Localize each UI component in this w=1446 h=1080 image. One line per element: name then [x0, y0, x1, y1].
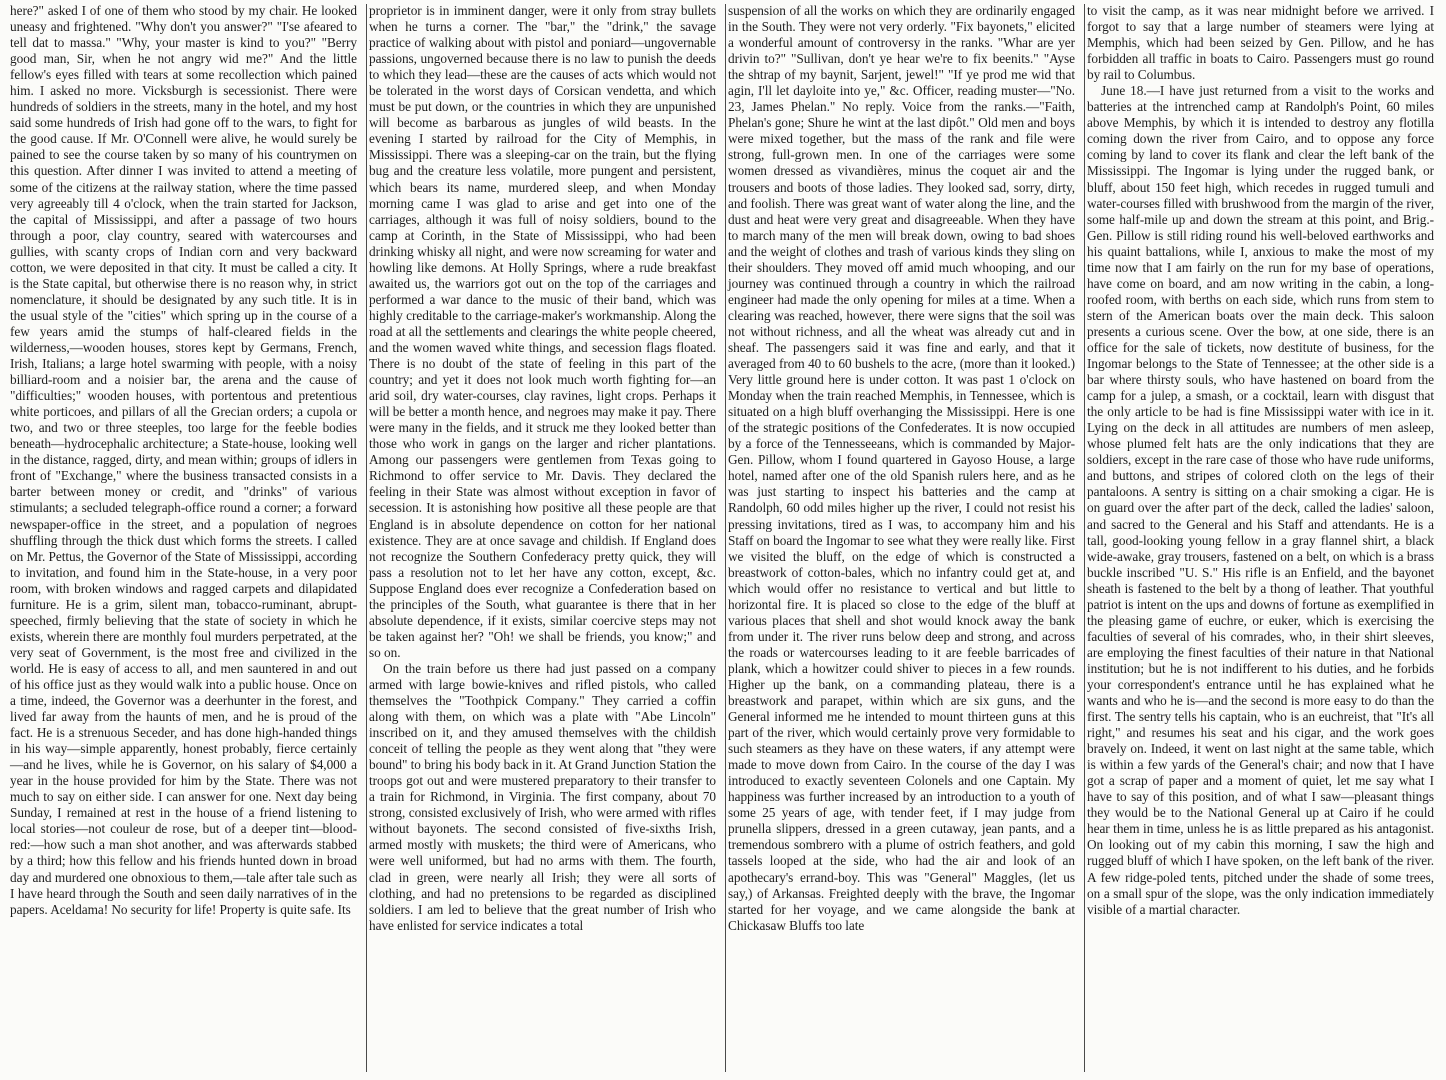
column-3-text	[728, 3, 1075, 934]
article-columns	[4, 3, 1442, 1077]
column-2-paragraph-2: On the train before us there had just passed on a company armed with large bowie-knives and rifled pistols, who called themselves the "Toothpick Company." They carried a coffin along with them, on which was a plate with "Abe Lincoln" inscribed on it, and they amused themselves with the childish conceit of telling the people as they went along that "they were bound" to bring his body back in it. At Grand Junction Station the troops got out and were mustered preparatory to their transfer to a train for Richmond, in Virginia. The first company, about 70 strong, consisted exclusively of Irish, who were armed with rifles without bayonets. The second consisted of five-sixths Irish, armed mostly with muskets; the third were of Americans, who were well uniformed, but had no arms with them. The fourth, clad in green, were nearly all Irish; they were all sorts of clothing, and had no pretensions to be regarded as disciplined soldiers. I am led to believe that the great number of Irish who have enlisted for service indicates a total	[369, 660, 716, 933]
column-1-text	[10, 3, 357, 918]
column-4-paragraph-2: June 18.—I have just returned from a visit to the works and batteries at the intrenched camp at Randolph's Point, 60 miles above Memphis, by which it is intended to destroy any flotilla coming down the river from Cairo, and to oppose any force coming by land to cover its flank and clear the left bank of the Mississippi. The Ingomar is lying under the rugged bank, or bluff, about 150 feet high, which recedes in rugged tumuli and water-courses filled with brushwood from the margin of the river, some half-mile up and down the stream at this point, and Brig.-Gen. Pillow is still riding round his well-beloved earthworks and his quaint battalions, while I, anxious to make the most of my time now that I am fairly on the run for my base of operations, have come on board, and am now writing in the cabin, a long-roofed room, with berths on each side, which runs from stem to stern of the American boats over the main deck. This saloon presents a curious scene. Over the bow, at one side, there is an office for the sale of tickets, now destitute of business, for the Ingomar belongs to the State of Tennessee; at the other side is a bar where thirsty souls, who have hastened on board from the camp for a julep, a smash, or a cocktail, learn with disgust that the only article to be had is fine Mississippi water with ice in it. Lying on the deck in all attitudes are numbers of men asleep, whose plumed felt hats are the only indications that they are soldiers, except in the rare case of those who have rude uniforms, and buttons, and stripes of colored cloth on the legs of their pantaloons. A sentry is sitting on a chair smoking a cigar. He is on guard over the after part of the deck, called the ladies' saloon, and sacred to the General and his Staff and attendants. He is a tall, good-looking young fellow in a gray flannel shirt, a black wide-awake, gray trousers, fastened on a belt, on which is a brass buckle inscribed "U. S." His rifle is an Enfield, and the bayonet sheath is fastened to the belt by a thong of leather. That youthful patriot is intent on the ups and downs of fortune as exemplified in the pleasing game of euchre, or euker, which is exercising the faculties of several of his comrades, who, in their shirt sleeves, are employing the finest faculties of their nature in that National institution; but he is not indifferent to his duties, and he forbids your correspondent's entrance until he has explained what he wants and who he is—and the second is more easy to do than the first. The sentry tells his captain, who is an euchreist, that "It's all right," and resumes his seat and his cigar, and the work goes bravely on. Indeed, it went on last night at the same table, which is within a few yards of the General's chair; and now that I have got a scrap of paper and a moment of quiet, let me say what I have to say of this position, and of what I saw—pleasant things they would be to the National General up at Cairo if he could hear them in time, unless he is as little prepared as his antagonist. On looking out of my cabin this morning, I saw the high and rugged bluff of which I have spoken, on the left bank of the river. A few ridge-poled tents, pitched under the shade of some trees, on a small spur of the slope, was the only indication immediately visible of a martial character.	[1087, 83, 1434, 917]
column-4	[1081, 3, 1440, 1077]
column-2-paragraph-1: proprietor is in imminent danger, were it only from stray bullets when he turns a corner. The "bar," the "drink," the savage practice of walking about with pistol and poniard—ungovernable passions, ungoverned because there is no law to punish the deeds to which they lead—these are the causes of acts which would not be tolerated in the worst days of Corsican vendetta, and which must be put down, or the countries in which they are unpunished will become as barbarous as jungles of wild beasts. In the evening I started by railroad for the City of Memphis, in Mississippi. There was a sleeping-car on the train, but the flying bug and the creature less volatile, more pungent and persistent, which bears its name, murdered sleep, and when Monday morning came I was glad to arise and get into one of the carriages, although it was full of noisy soldiers, bound to the camp at Corinth, in the State of Mississippi, who had been drinking whisky all night, and were now screaming for water and howling like demons. At Holly Springs, where a rude breakfast awaited us, the warriors got out on the top of the carriages and performed a war dance to the music of their band, which was highly creditable to the carriage-maker's workmanship. Along the road at all the settlements and clearings the white people cheered, and the women waved white things, and secession flags floated. There is no doubt of the state of feeling in this part of the country; and yet it does not look much worth fighting for—an arid soil, dry water-courses, clay ravines, light crops. Perhaps it will be better a month hence, and negroes may make it pay. There were many in the fields, and it struck me they looked better than those who work in gangs on the larger and richer plantations. Among our passengers were gentlemen from Texas going to Richmond to offer service to Mr. Davis. They declared the feeling in their State was almost without exception in favor of secession. It is astonishing how positive all these people are that England is in absolute dependence on cotton for her national existence. They are at once savage and childish. If England does not recognize the Southern Confederacy pretty quick, they will pass a resolution not to let her have any cotton, except, &c. Suppose England does ever recognize a Confederation based on the principles of the South, what guarantee is there that in her absolute dependence, if it exists, similar coercive steps may not be taken against her? "Oh! we shall be friends, you know;" and so on.	[369, 3, 716, 660]
column-1-paragraph-1: here?" asked I of one of them who stood by my chair. He looked uneasy and frightened. "Why don't you answer?" "I'se afeared to tell dat to massa." "Why, your master is kind to you?" "Berry good man, Sir, when he not angry wid me?" And the little fellow's eyes filled with tears at some recollection which pained him. I asked no more. Vicksburgh is secessionist. There were hundreds of soldiers in the streets, many in the hotel, and my host said some hundreds of Irish had gone off to the wars, to fight for the good cause. If Mr. O'Connell were alive, he would surely be pained to see the course taken by so many of his countrymen on this question. After dinner I was invited to attend a meeting of some of the citizens at the railway station, where the time passed very agreeably till 4 o'clock, when the train started for Jackson, the capital of Mississippi, and after a passage of two hours through a poor, clay country, seared with watercourses and gullies, with scanty crops of Indian corn and very backward cotton, we were deposited in that city. It must be called a city. It is the State capital, but otherwise there is no reason why, in strict nomenclature, it should be designated by any such title. It is in the usual style of the "cities" which spring up in the course of a few years amid the stumps of half-cleared fields in the wilderness,—wooden houses, stores kept by Germans, French, Irish, Italians; a large hotel swarming with people, with a noisy billiard-room and a noisier bar, the arena and the cause of "difficulties;" wooden houses, with portentous and pretentious white porticoes, and pillars of all the Grecian orders; a cupola or two, and two or three steeples, too large for the feeble bodies beneath—hydrocephalic architecture; a State-house, looking well in the distance, ragged, dirty, and mean within; groups of idlers in front of "Exchange," where the business transacted consists in a barter between money or credit, and "drinks" of various stimulants; a secluded telegraph-office round a corner; a forward newspaper-office in the street, and a population of negroes shuffling through the thick dust which forms the streets. I called on Mr. Pettus, the Governor of the State of Mississippi, according to invitation, and found him in the State-house, in a very poor room, with broken windows and ragged carpets and dilapidated furniture. He is a grim, silent man, tobacco-ruminant, abrupt-speeched, firmly believing that the state of society in which he exists, wherein there are monthly foul murders perpetrated, at the very seat of Government, is the most free and civilized in the world. He is easy of access to all, and men sauntered in and out of his office just as they would walk into a public house. Once on a time, indeed, the Governor was a deerhunter in the forest, and lived far away from the haunts of men, and he is proud of the fact. He is a strenuous Seceder, and has done high-handed things in his way—simple apparently, honest probably, fierce certainly—and he lives, while he is Governor, on his salary of $4,000 a year in the house provided for him by the State. There was not much to say on either side. I can answer for one. Next day being Sunday, I remained at rest in the house of a friend listening to local stories—not couleur de rose, but of a deeper tint—blood-red:—how such a man shot another, and was afterwards stabbed by a third; how this fellow and his friends hunted down in broad day and murdered one obnoxious to them,—tale after tale such as I have heard through the South and seen daily narratives of in the papers. Aceldama! No security for life! Property is quite safe. Its	[10, 3, 357, 917]
column-divider-3	[1084, 4, 1085, 1072]
column-2-text	[369, 3, 716, 934]
column-4-paragraph-1: to visit the camp, as it was near midnight before we arrived. I forgot to say that a large number of steamers were lying at Memphis, which had been seized by Gen. Pillow, and he has forbidden all traffic in boats to Cairo. Passengers must go round by rail to Columbus.	[1087, 3, 1434, 83]
column-4-text	[1087, 3, 1434, 918]
column-1	[4, 3, 363, 1077]
column-3	[722, 3, 1081, 1077]
column-divider-1	[366, 4, 367, 1072]
column-2	[363, 3, 722, 1077]
column-3-paragraph-1: suspension of all the works on which they are ordinarily engaged in the South. They were not very orderly. "Fix bayonets," elicited a wonderful amount of controversy in the ranks. "Whar are yer drivin to?" "Sullivan, don't ye hear we're to fix beenits." "Ayse the shtrap of my baynit, Sarjent, jewel!" "If ye prod me wid that agin, I'll let dayloite into ye," &c. Officer, reading muster—"No. 23, James Phelan." No reply. Voice from the ranks.—"Faith, Phelan's gone; Shure he wint at the last dipôt." Old men and boys were mixed together, but the mass of the rank and file were strong, full-grown men. In one of the carriages were some women dressed as vivandières, minus the coquet air and the trousers and boots of those ladies. They looked sad, sorry, dirty, and foolish. There was great want of water along the line, and the dust and heat were very great and disagreeable. When they have to march many of the men will break down, owing to bad shoes and the weight of clothes and trash of various kinds they sling on their shoulders. They moved off amid much whooping, and our journey was continued through a country in which the railroad engineer had made the only opening for miles at a time. When a clearing was reached, however, there were signs that the soil was not without richness, and all the wheat was already cut and in sheaf. The passengers said it was fine and early, and that it averaged from 40 to 60 bushels to the acre, (more than it looked.) Very little ground here is under cotton. It was past 1 o'clock on Monday when the train reached Memphis, in Tennessee, which is situated on a high bluff overhanging the Mississippi. Here is one of the strategic positions of the Confederates. It is now occupied by a force of the Tennesseeans, which is commanded by Major-Gen. Pillow, whom I found quartered in Gayoso House, a large hotel, named after one of the old Spanish rulers here, and as he was just starting to inspect his batteries and the camp at Randolph, 60 odd miles higher up the river, I could not resist his pressing invitations, tired as I was, to accompany him and his Staff on board the Ingomar to see what they were really like. First we visited the bluff, on the edge of which is constructed a breastwork of cotton-bales, which no infantry could get at, and which would offer no resistance to vertical and but little to horizontal fire. It is placed so close to the edge of the bluff at various places that shell and shot would knock away the bank from under it. The river runs below deep and strong, and across the roads or watercourses leading to it are feeble barricades of plank, which a howitzer could shiver to pieces in a few rounds. Higher up the bank, on a commanding plateau, there is a breastwork and parapet, within which are six guns, and the General informed me he intended to mount thirteen guns at this part of the river, which would certainly prove very formidable to such steamers as they have on these waters, if any attempt were made to move down from Cairo. In the course of the day I was introduced to exactly seventeen Colonels and one Captain. My happiness was further increased by an introduction to a youth of some 25 years of age, with tender feet, if I may judge from prunella slippers, dressed in a green cutaway, jean pants, and a tremendous sombrero with a plume of ostrich feathers, and gold tassels looped at the side, who had the air and look of an apothecary's errand-boy. This was "General" Maggles, (let us say,) of Arkansas. Freighted deeply with the brave, the Ingomar started for her voyage, and we came alongside the bank at Chickasaw Bluffs too late	[728, 3, 1075, 933]
column-divider-2	[725, 4, 726, 1072]
